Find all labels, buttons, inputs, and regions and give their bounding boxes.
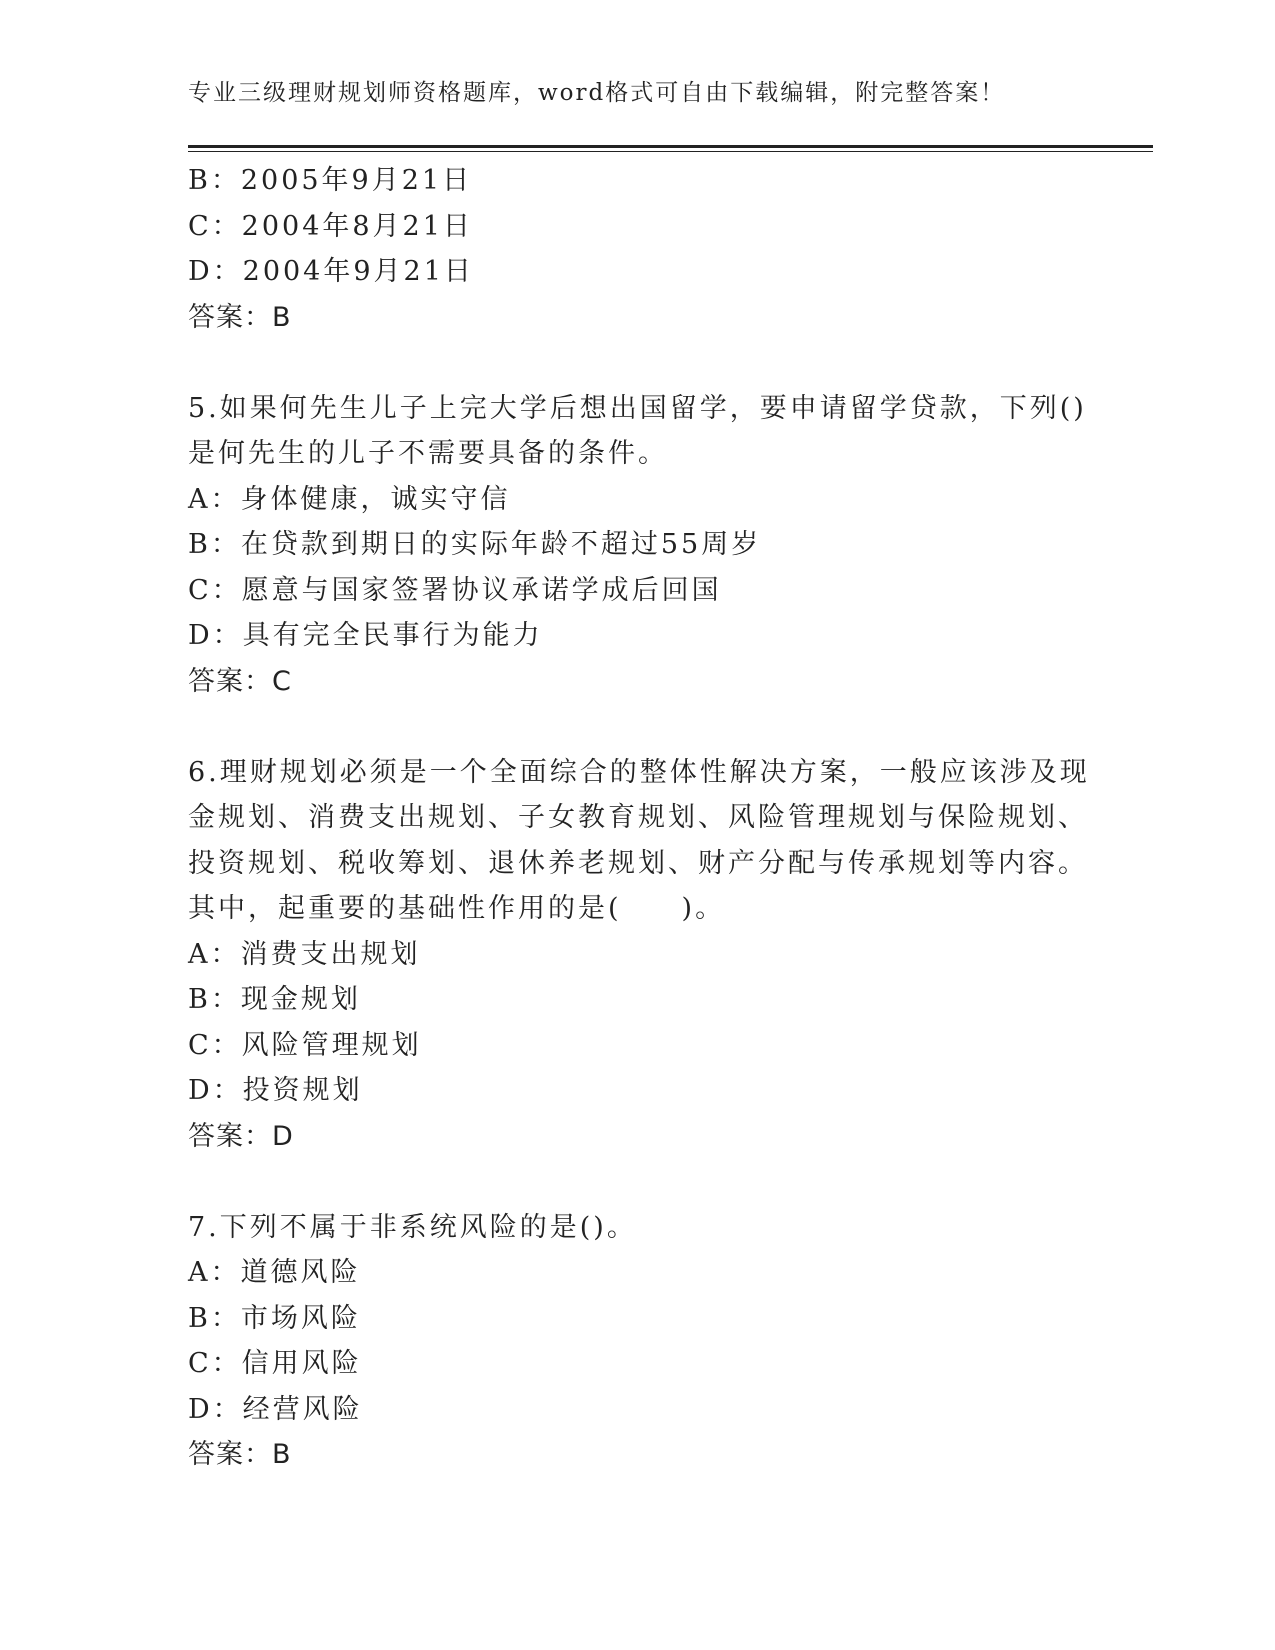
option-b: B：现金规划 <box>188 984 361 1015</box>
option-d: D：投资规划 <box>188 1075 363 1106</box>
option-c: C：风险管理规划 <box>188 1029 422 1061</box>
question-4-tail <box>188 158 1088 340</box>
question-stem: 其中，起重要的基础性作用的是( )。 <box>188 893 726 924</box>
option-a: A：身体健康，诚实守信 <box>188 483 511 515</box>
option-a: A：消费支出规划 <box>188 938 421 970</box>
spacer <box>188 704 1088 750</box>
header-rule-thick <box>188 145 1153 148</box>
question-stem: 7.下列不属于非系统风险的是()。 <box>188 1211 637 1243</box>
answer: 答案：B <box>188 301 292 333</box>
option-d: D：2004年9月21日 <box>188 256 474 287</box>
answer: 答案：B <box>188 1439 292 1470</box>
question-6 <box>188 750 1088 1160</box>
question-stem: 5.如果何先生儿子上完大学后想出国留学，要申请留学贷款，下列() <box>188 392 1087 424</box>
spacer <box>188 1159 1088 1205</box>
question-5 <box>188 386 1088 705</box>
option-d: D：经营风险 <box>188 1393 363 1425</box>
page-header: 专业三级理财规划师资格题库，word格式可自由下载编辑，附完整答案！ <box>188 80 1006 106</box>
option-c: C：信用风险 <box>188 1348 362 1379</box>
option-a: A：道德风险 <box>188 1257 361 1288</box>
option-c: C：愿意与国家签署协议承诺学成后回国 <box>188 574 722 606</box>
question-stem: 金规划、消费支出规划、子女教育规划、风险管理规划与保险规划、 <box>188 802 1088 833</box>
option-d: D：具有完全民事行为能力 <box>188 620 543 651</box>
option-b: B：2005年9月21日 <box>188 165 473 196</box>
option-b: B：市场风险 <box>188 1302 361 1334</box>
question-stem: 6.理财规划必须是一个全面综合的整体性解决方案，一般应该涉及现 <box>188 756 1090 788</box>
option-b: B：在贷款到期日的实际年龄不超过55周岁 <box>188 529 762 560</box>
spacer <box>188 340 1088 386</box>
header-rule-thin <box>188 151 1153 152</box>
question-stem: 投资规划、税收筹划、退休养老规划、财产分配与传承规划等内容。 <box>188 847 1088 879</box>
option-c: C：2004年8月21日 <box>188 210 473 242</box>
answer: 答案：D <box>188 1120 294 1152</box>
question-stem: 是何先生的儿子不需要具备的条件。 <box>188 438 668 469</box>
answer: 答案：C <box>188 665 292 697</box>
question-7 <box>188 1205 1088 1478</box>
question-list <box>188 158 1088 1478</box>
